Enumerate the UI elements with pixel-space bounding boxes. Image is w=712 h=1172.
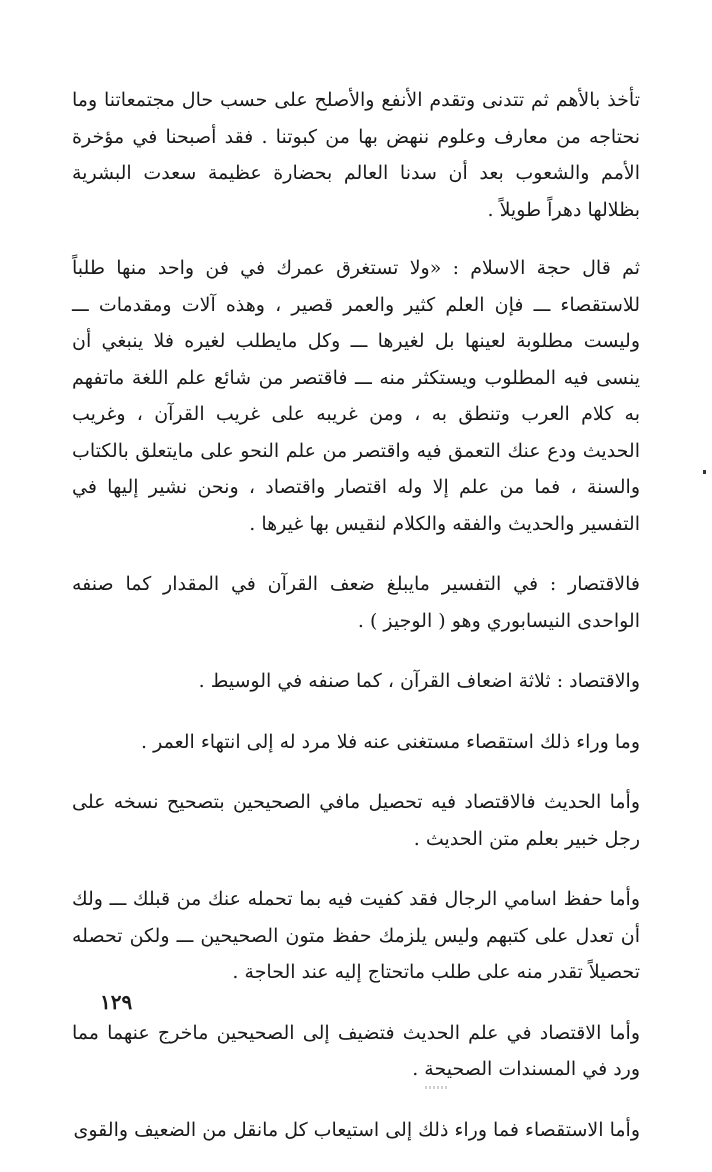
paragraph-4: والاقتصاد : ثلاثة اضعاف القرآن ، كما صنفه في الوسيط . bbox=[198, 670, 640, 692]
page-number: ١٢٩ bbox=[100, 990, 133, 1014]
paragraph-5: وما وراء ذلك استقصاء مستغنى عنه فلا مرد له إلى انتهاء العمر . bbox=[141, 730, 640, 753]
paragraph-9: وأما الاستقصاء فما وراء ذلك إلى استيعاب كل مانقل من الضعيف والقوى bbox=[73, 1118, 640, 1141]
scan-smudge bbox=[425, 1086, 449, 1089]
paragraph-7: وأما حفظ اسامي الرجال فقد كفيت فيه بما تحمله عنك من قبلك ـــ ولك أن تعدل على كتبهم وليس يلزمك حفظ متون الصحيحين ـــ ولكن تحصله تحصيلاً تقدر منه على طلب ماتحتاج إليه عند الحاجة . bbox=[72, 888, 640, 983]
paragraph-3: فالاقتصار : في التفسير مايبلغ ضعف القرآن في المقدار كما صنفه الواحدى النيسابوري وهو ( الوجيز ) . bbox=[72, 573, 640, 632]
paragraph-2: ثم قال حجة الاسلام : «ولا تستغرق عمرك في فن واحد منها طلباً للاستقصاء ـــ فإن العلم كثير والعمر قصير ، وهذه آلات ومقدمات ـــ وليست مطلوبة لعينها بل لغيرها ـــ وكل مايطلب لغيره فلا ينبغي أن ينسى فيه المطلوب ويستكثر منه ـــ فاقتصر من شائع علم اللغة ماتفهم به كلام العرب وتنطق به ، ومن غريبه على غريب القرآن ، وغريب الحديث ودع عنك التعمق فيه واقتصر من علم النحو على مايتعلق بالكتاب والسنة ، فما من علم إلا وله اقتصار واقتصاد ، ونحن نشير إليها في التفسير والحديث والفقه والكلام لنقيس بها غيرها . bbox=[72, 257, 640, 535]
body-text bbox=[72, 82, 640, 1172]
edge-mark bbox=[703, 470, 706, 474]
paragraph-8: وأما الاقتصاد في علم الحديث فتضيف إلى الصحيحين ماخرج عنهما مما ورد في المسندات الصحيحة . bbox=[72, 1021, 640, 1080]
paragraph-1: تأخذ بالأهم ثم تتدنى وتقدم الأنفع والأصلح على حسب حال مجتمعاتنا وما نحتاجه من معارف وعلوم ننهض بها من كبوتنا . فقد أصبحنا في مؤخرة الأمم والشعوب بعد أن سدنا العالم بحضارة عظيمة سعدت البشرية بظلالها دهراً طويلاً . bbox=[72, 89, 640, 221]
paragraph-6: وأما الحديث فالاقتصاد فيه تحصيل مافي الصحيحين بتصحيح نسخه على رجل خبير بعلم متن الحديث . bbox=[72, 791, 640, 850]
